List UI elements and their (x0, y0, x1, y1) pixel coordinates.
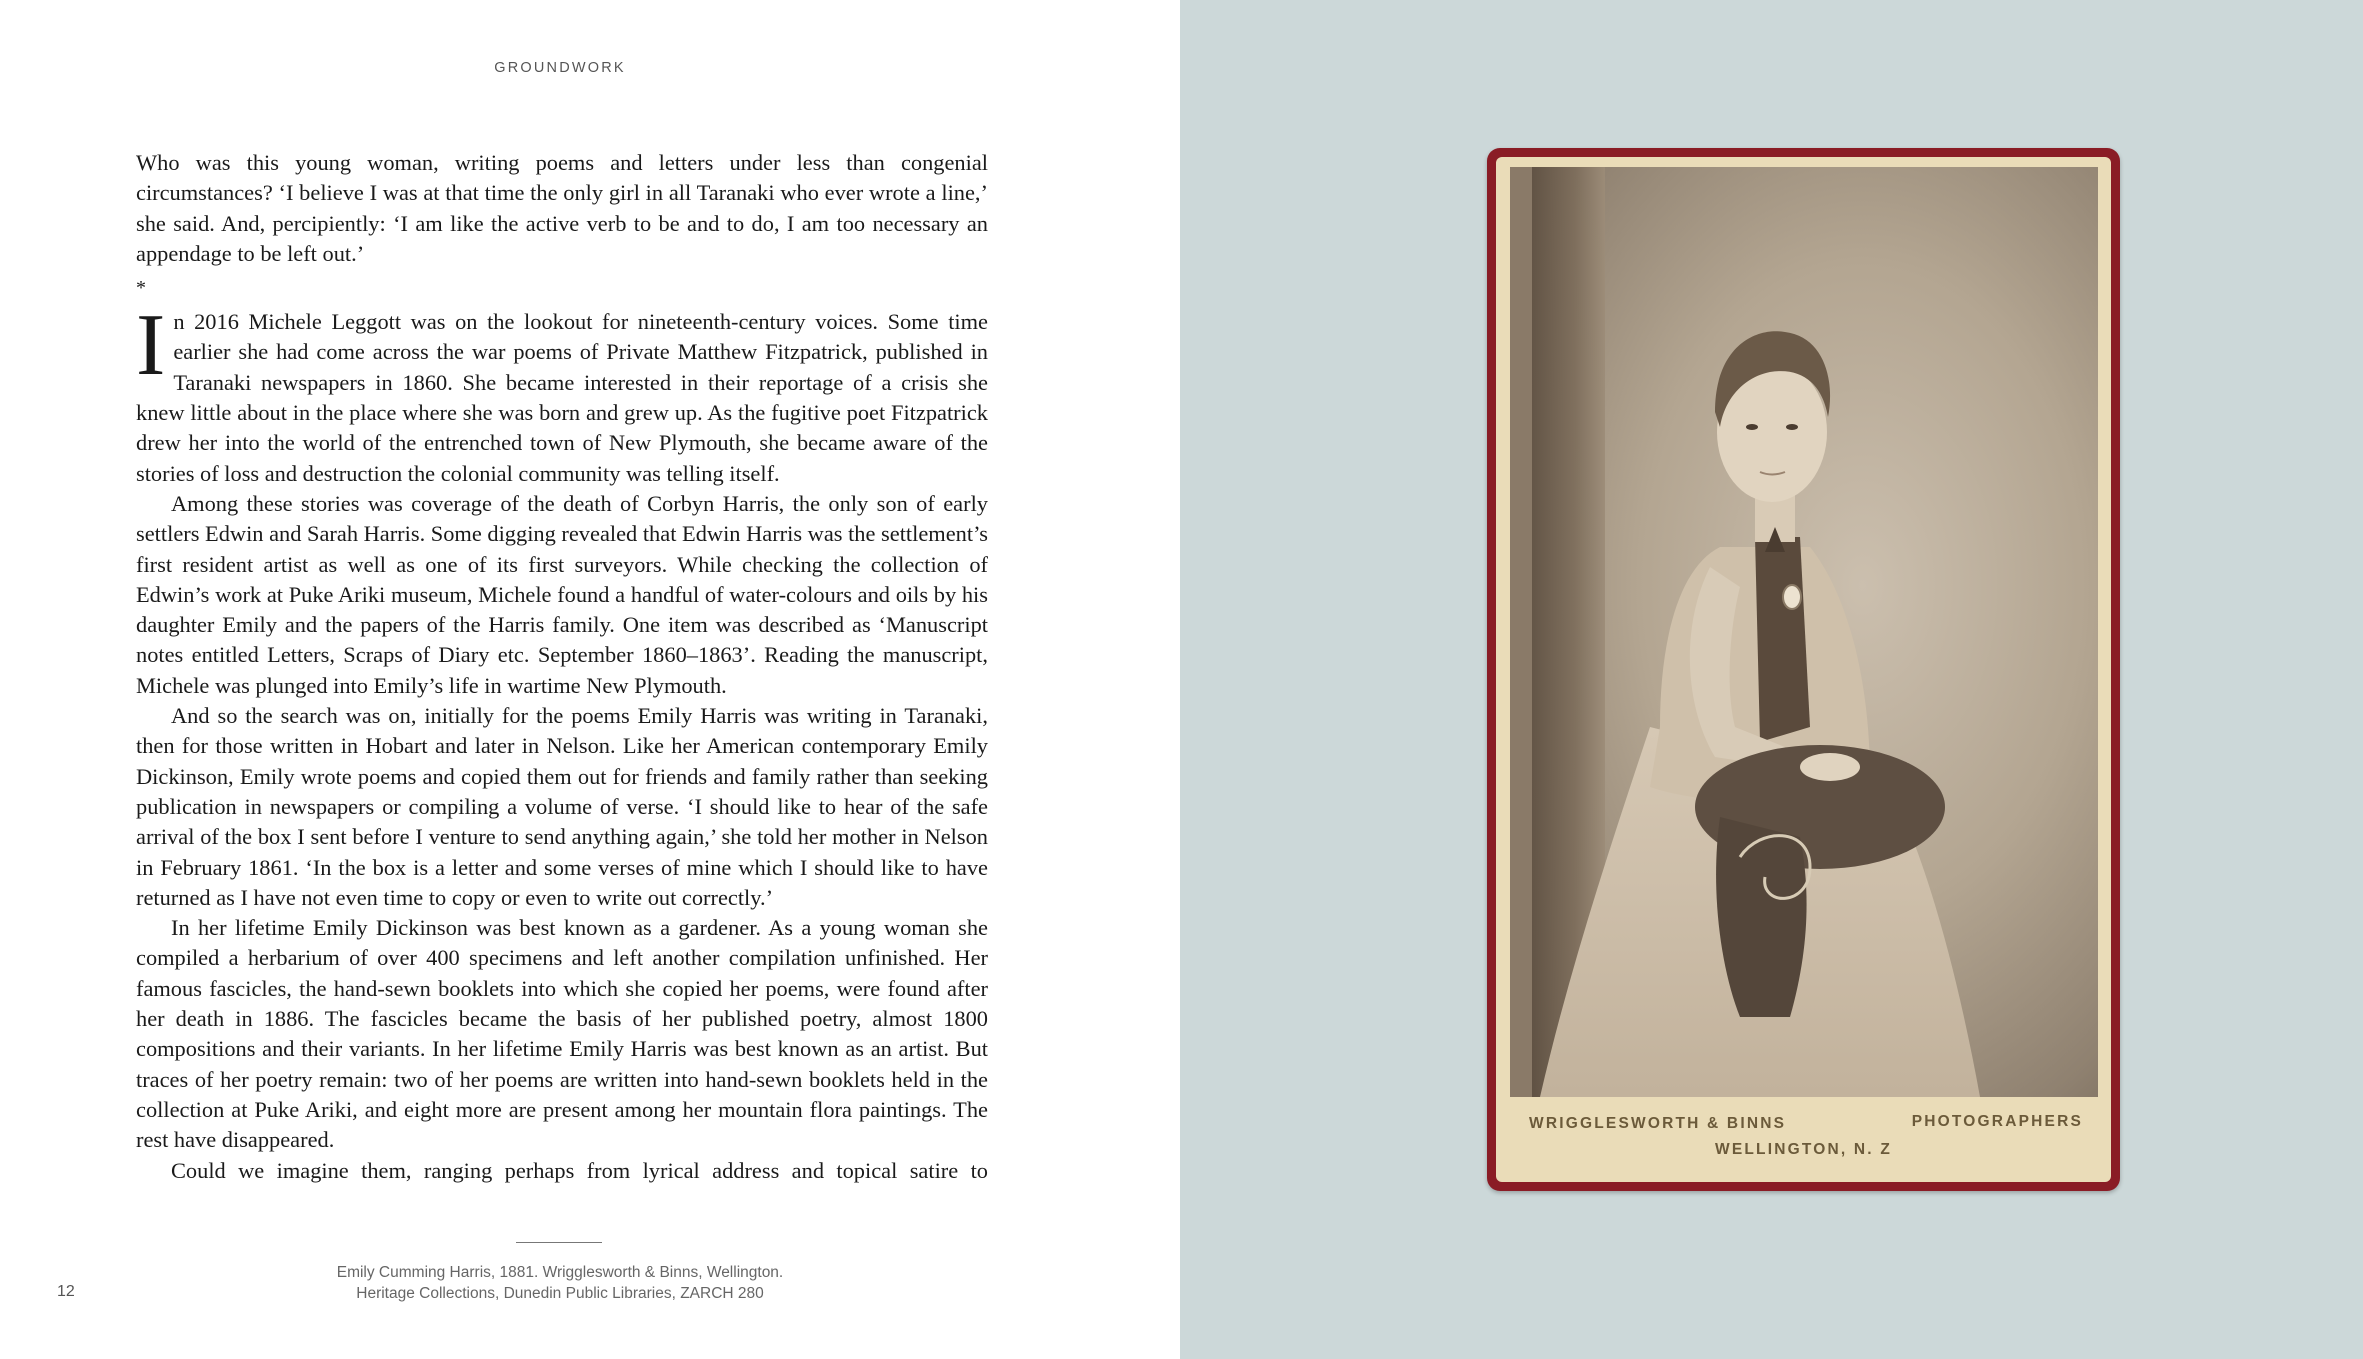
portrait-photo (1510, 167, 2098, 1097)
paragraph-6: Could we imagine them, ranging perhaps from lyrical address and topical satire to (171, 1157, 988, 1183)
paragraph-1: Who was this young woman, writing poems and letters under less than congenial circumstances? ‘I believe I was at that time the only girl in all Taranaki who ever wrote a line,’ she said. And, percipiently: ‘I am like the active verb to be and to do, I am too necessary an appendage to be left out.’ (136, 150, 988, 266)
photographer-imprint (1496, 1115, 2111, 1175)
caption-line-2: Heritage Collections, Dunedin Public Libraries, ZARCH 280 (356, 1285, 764, 1302)
paragraph-2 (136, 297, 988, 489)
carte-de-visite-photograph (1487, 148, 2120, 1191)
paragraph-4: And so the search was on, initially for the poems Emily Harris was writing in Taranaki, then for those written in Hobart and later in Nelson. Like her American contemporary Emily Dickinson, Emily wrote poems and copied them out for friends and family rather than seeking publication in newspapers or compiling a volume of verse. ‘I should like to hear of the safe arrival of the box I sent before I venture to send anything again,’ she told her mother in Nelson in February 1861. ‘In the box is a letter and some verses of mine which I should like to have returned as I have not even time to copy or even to write out correctly.’ (136, 703, 988, 910)
caption-line-1: Emily Cumming Harris, 1881. Wrigglesworth & Binns, Wellington. (336, 1264, 784, 1281)
imprint-studio: WRIGGLESWORTH & BINNS (1529, 1115, 1787, 1132)
page-number: 12 (57, 1283, 75, 1300)
portrait-illustration (1510, 167, 2098, 1097)
section-break-asterism: * (136, 277, 146, 300)
body-text (136, 148, 988, 1186)
imprint-photographers: PHOTOGRAPHERS (1911, 1113, 2083, 1130)
running-head: GROUNDWORK (494, 60, 626, 76)
imprint-city: WELLINGTON, N. Z (1715, 1141, 1892, 1158)
left-page (0, 0, 1180, 1359)
paragraph-2-text: n 2016 Michele Leggott was on the lookout for nineteenth-century voices. Some time earlier she had come across the war poems of Private Matthew Fitzpatrick, published in Taranaki newspapers in 1860. She became interested in their reportage of a crisis she knew little about in the place where she was born and grew up. As the fugitive poet Fitzpatrick drew her into the world of the entrenched town of New Plymouth, she became aware of the stories of loss and destruction the colonial community was telling itself. (136, 309, 988, 486)
paragraph-3: Among these stories was coverage of the death of Corbyn Harris, the only son of early settlers Edwin and Sarah Harris. Some digging revealed that Edwin Harris was the settlement’s first resident artist as well as one of its first surveyors. While checking the collection of Edwin’s work at Puke Ariki museum, Michele found a handful of water-colours and oils by his daughter Emily and the papers of the Harris family. One item was described as ‘Manuscript notes entitled Letters, Scraps of Diary etc. September 1860–1863’. Reading the manuscript, Michele was plunged into Emily’s life in wartime New Plymouth. (136, 490, 988, 698)
paragraph-5: In her lifetime Emily Dickinson was best known as a gardener. As a young woman she compiled a herbarium of over 400 specimens and left another compilation unfinished. Her famous fascicles, the hand-sewn booklets into which she copied her poems, were found after her death in 1886. The fascicles became the basis of her published poetry, almost 1800 compositions and their variants. In her lifetime Emily Harris was best known as an artist. But traces of her poetry remain: two of her poems are written into hand-sewn booklets held in the collection at Puke Ariki, and eight more are present among her mountain flora paintings. The rest have disappeared. (136, 915, 988, 1153)
photo-caption (260, 1262, 860, 1304)
caption-rule (516, 1242, 602, 1243)
card-mount (1496, 157, 2111, 1182)
drop-cap: I (136, 297, 166, 395)
